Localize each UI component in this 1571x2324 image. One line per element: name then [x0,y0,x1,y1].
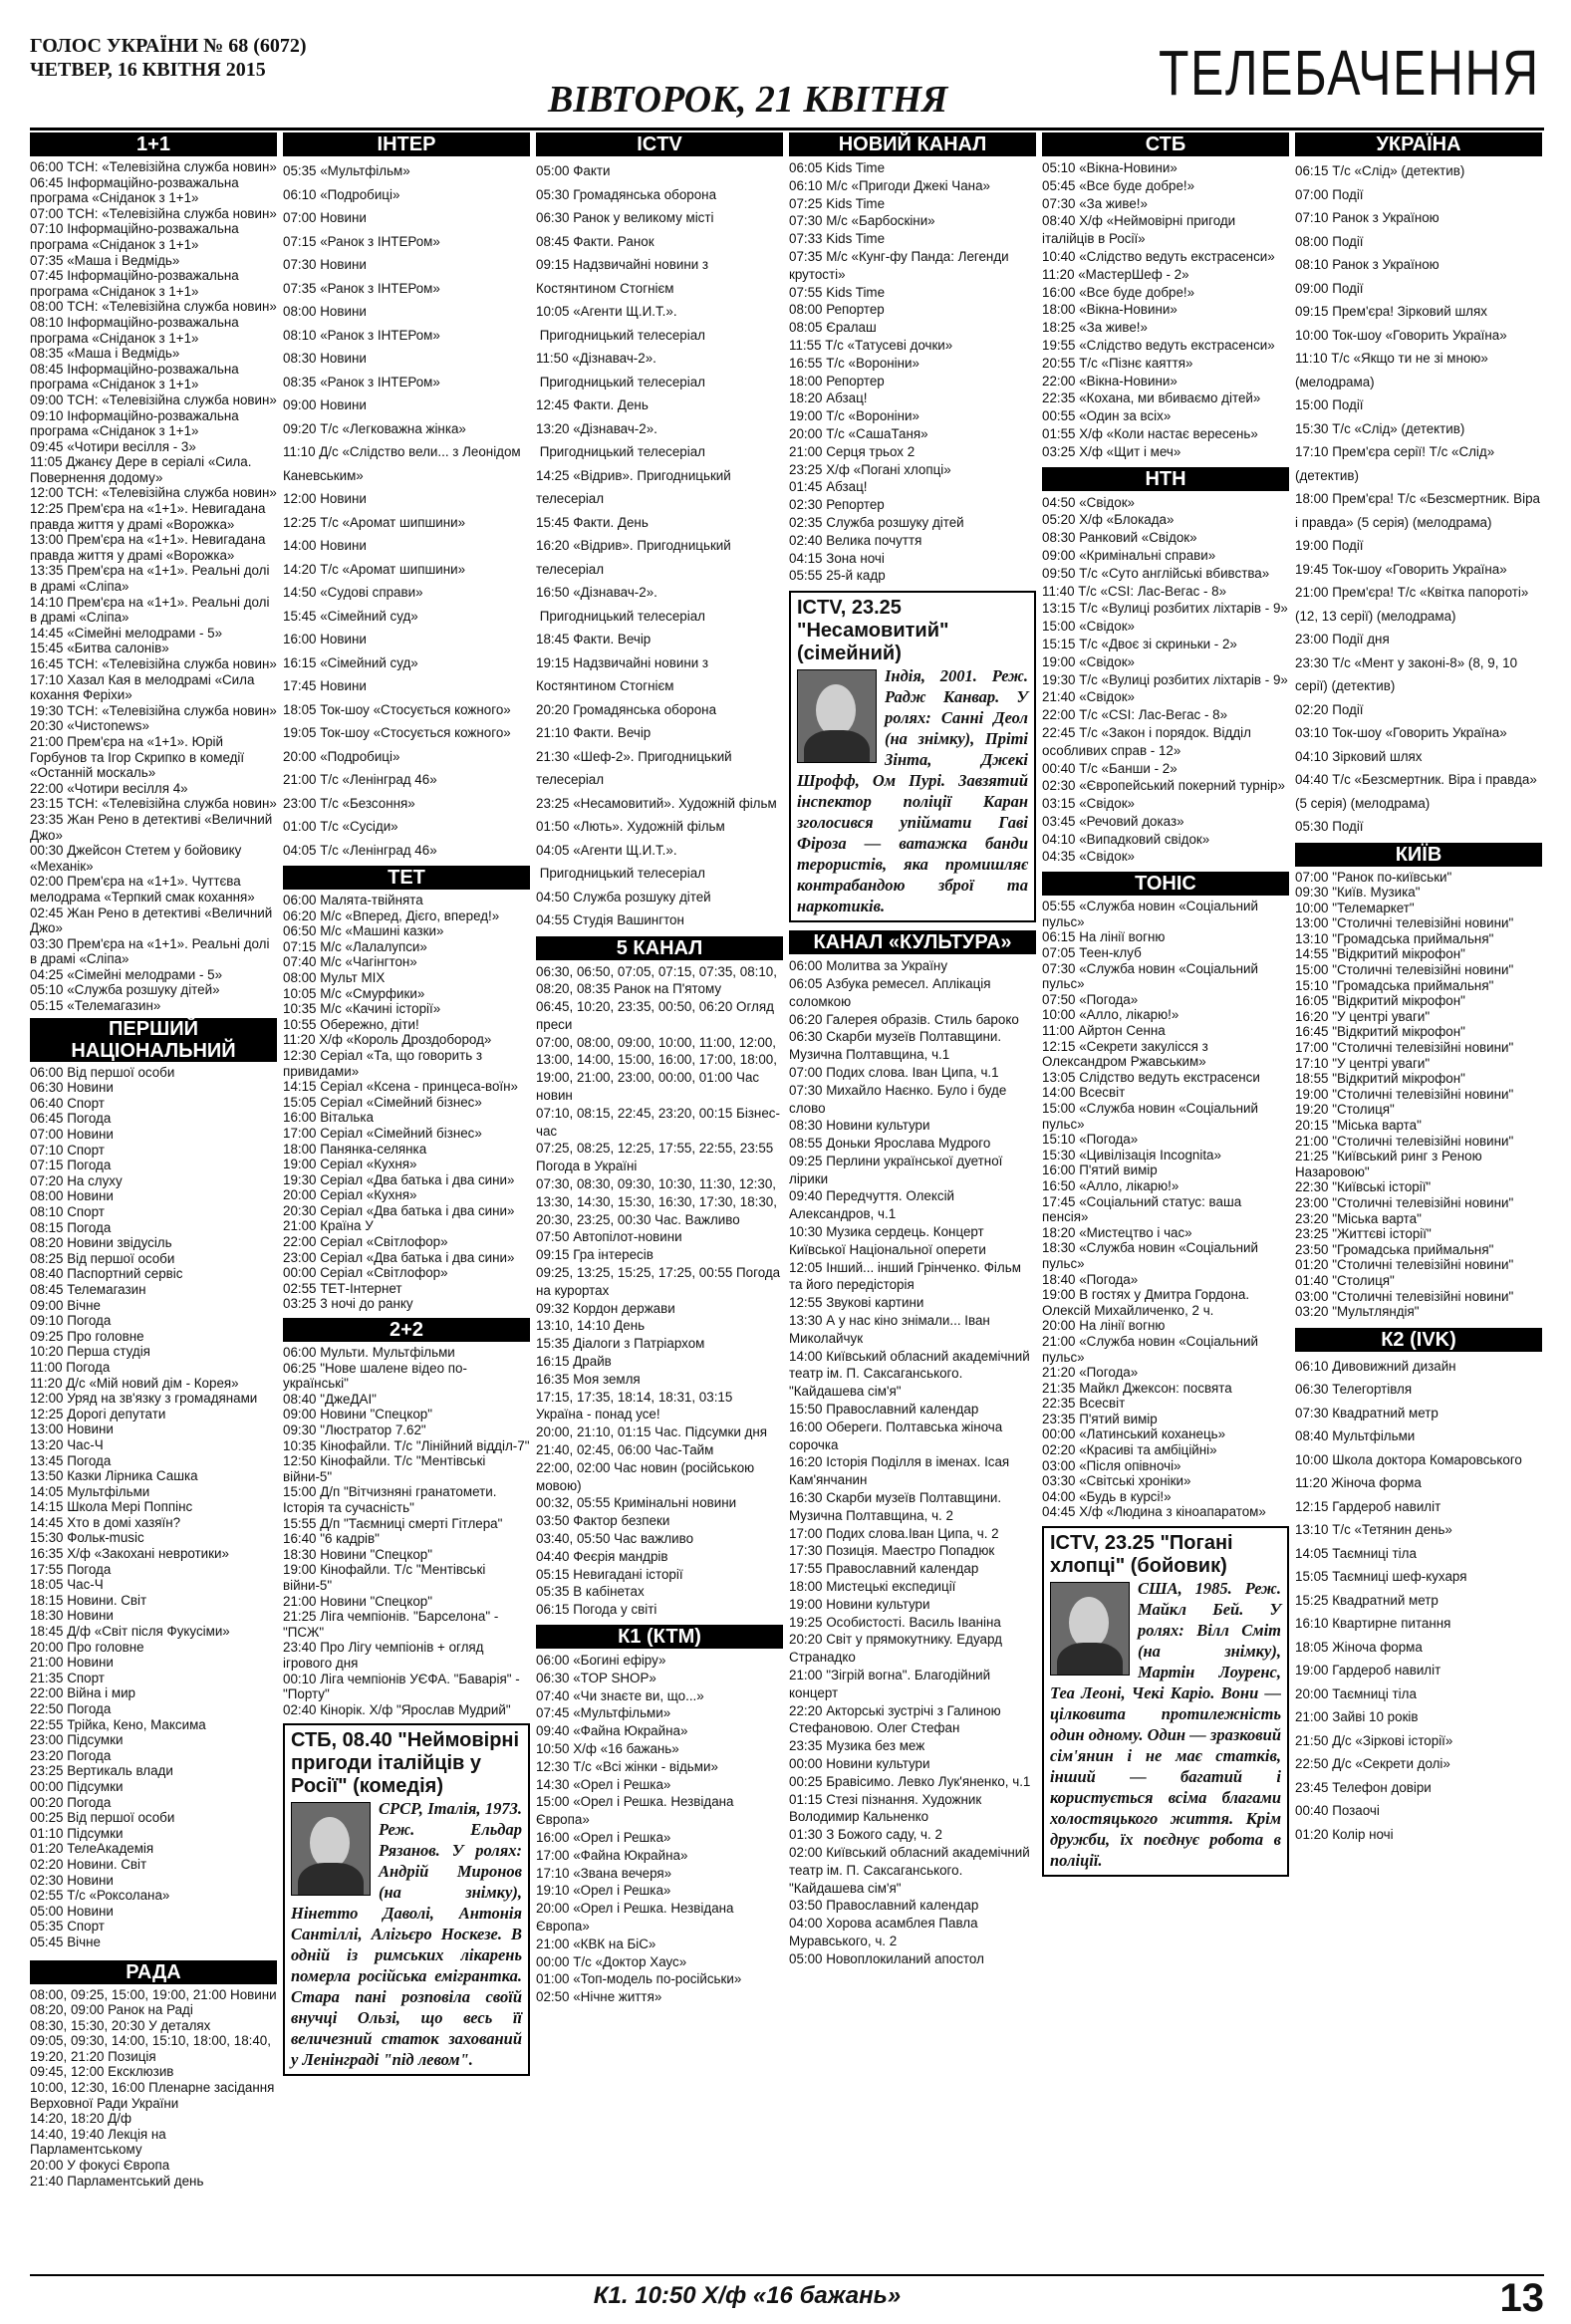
actor-photo [797,669,877,763]
channel-1plus1 [30,132,277,1014]
promo-stb [283,1723,530,2076]
channel-tonis [1042,872,1289,1520]
program-list: 06:00 ТСН: «Телевізійна служба новин» 06:45 Інформаційно-розважальна програма «Сніданок з 1+1» 07:00 ТСН: «Телевізійна служба новин» 07:10 Інформаційно-розважальна програма «Сніданок з 1+1» 07:35 «Маша і Ведмідь» 07:45 Інформаційно-розважальна програма «Сніданок з 1+1» 08:00 ТСН: «Телевізійна служба новин» 08:10 Інформаційно-розважальна програма «Сніданок з 1+1» 08:35 «Маша і Ведмідь» 08:45 Інформаційно-розважальна програма «Сніданок з 1+1» 09:00 ТСН: «Телевізійна служба новин» 09:10 Інформаційно-розважальна програма «Сніданок з 1+1» 09:45 «Чотири весілля - 3» 11:05 Джанєу Дере в серіалі «Сила. Повернення додому» 12:00 ТСН: «Телевізійна служба новин» 12:25 Прем'єра на «1+1». Невигадана правда життя у драмі «Ворожка» 13:00 Прем'єра на «1+1». Невигадана правда життя у драмі «Ворожка» 13:35 Прем'єра на «1+1». Реальні долі в драмі «Сліпа» 14:10 Прем'єра на «1+1». Реальні долі в драмі «Сліпа» 14:45 «Сімейні мелодрами - 5» 15:45 «Битва салонів» 16:45 ТСН: «Телевізійна служба новин» 17:10 Хазал Кая в мелодрамі «Сила кохання Феріхи» 19:30 ТСН: «Телевізійна служба новин» 20:30 «Чистоnews» 21:00 Прем'єра на «1+1». Юрій Горбунов та Ігор Скрипко в комедії «Останній москаль» 22:00 «Чотири весілля 4» 23:15 ТСН: «Телевізійна служба новин» 23:35 Жан Рено в детективі «Величний Джо» 00:30 Джейсон Стетем у бойовику «Механік» 02:00 Прем'єра на «1+1». Чуттєва мелодрама «Терпкий смак кохання» 02:45 Жан Рено в детективі «Величний Джо» 03:30 Прем'єра на «1+1». Реальні долі в драмі «Сліпа» 04:25 «Сімейні мелодрами - 5» 05:10 «Служба розшуку дітей» 05:15 «Телемагазин» [30,159,277,1014]
program-list: 07:00 "Ранок по-київськи" 09:30 "Київ. Музика" 10:00 "Телемаркет" 13:00 "Столичні телевізійні новини" 13:10 "Громадська приймальня" 14:55 "Відкритий мікрофон" 15:00 "Столичні телевізійні новини" 15:10 "Громадська приймальня" 16:05 "Відкритий мікрофон" 16:20 "У центрі уваги" 16:45 "Відкритий мікрофон" 17:00 "Столичні телевізійні новини" 17:10 "У центрі уваги" 18:55 "Відкритий мікрофон" 19:00 "Столичні телевізійні новини" 19:20 "Столиця" 20:15 "Міська варта" 21:00 "Столичні телевізійні новини" 21:25 "Київський ринг з Реною Назаровою" 22:30 "Київські історії" 23:00 "Столичні телевізійні новини" 23:20 "Міська варта" 23:25 "Життєві історії" 23:50 "Громадська приймальня" 01:20 "Столичні телевізійні новини" 01:40 "Столиця" 03:00 "Столичні телевізійні новини" 03:20 "Мультляндія" [1295,869,1514,1320]
channel-name: 1+1 [30,132,277,156]
channel-novyi [789,132,1036,585]
promo-title: ICTV, 23.25 "Погані хлопці" (бойовик) [1050,1532,1233,1578]
promo-text: Індія, 2001. Реж. Радж Канвар. У ролях: Санні Деол (на знімку), Пріті Зінта, Джекі Шрофф, Ом Пурі. Завзятий інспектор поліції Каран зголосився упіймати Гаві Фіроза — ватажка банди терористів, яка промишляє контрабандою зброї та наркотиків. [797,666,1028,916]
channel-name: 5 КАНАЛ [536,936,783,960]
program-list: 05:55 «Служба новин «Соціальний пульс» 06:15 На лінії вогню 07:05 Теен-клуб 07:30 «Служба новин «Соціальний пульс» 07:50 «Погода» 10:00 «Алло, лікарю!» 11:00 Айртон Сенна 12:15 «Секрети закулісся з Олександром Ржавським» 13:05 Слідство ведуть екстрасенси 14:00 Всесвіт 15:00 «Служба новин «Соціальний пульс» 15:10 «Погода» 15:30 «Цивілізація Incognita» 16:00 П'ятий вимір 16:50 «Алло, лікарю!» 17:45 «Соціальний статус: ваша пенсія» 18:20 «Мистецтво і час» 18:30 «Служба новин «Соціальний пульс» 18:40 «Погода» 19:00 В гостях у Дмитра Гордона. Олексій Михайличенко, 2 ч. 20:00 На лінії вогню 21:00 «Служба новин «Соціальний пульс» 21:20 «Погода» 21:35 Майкл Джексон: посвята 22:35 Всесвіт 23:35 П'ятий вимір 00:00 «Латинський коханець» 02:20 «Красиві та амбіційні» 03:00 «Після опівночі» 03:30 «Світські хроніки» 04:00 «Будь в курсі!» 04:45 Х/ф «Людина з кінoапаратом» [1042,899,1266,1520]
program-list: 06:00 Молитва за Україну 06:05 Азбука ремесел. Аплікація соломкою 06:20 Галерея образів. Стиль бароко 06:30 Скарби музеїв Полтавщини. Музична Полтавщина, ч.1 07:00 Подих слова. Іван Ципа, ч.1 07:30 Михайло Наєнко. Було і буде слово 08:30 Новини культури 08:55 Доньки Ярослава Мудрого 09:25 Перлини української дуетної лірики 09:40 Передчуття. Олексій Александров, ч.1 10:30 Музика сердець. Концерт Київської Національної оперети 12:05 Інший... інший Грінченко. Фільм та його передісторія 12:55 Звукові картини 13:30 А у нас кіно знімали... Іван Миколайчук 14:00 Київський обласний академічний театр ім. П. Саксаганського. "Кайдашева сім'я" 15:50 Православний календар 16:00 Обереги. Полтавська жіноча сорочка 16:20 Історія Поділля в іменах. Ісая Кам'янчанин 16:30 Скарби музеїв Полтавщини. Музична Полтавщина, ч. 2 17:00 Подих слова.Іван Ципа, ч. 2 17:30 Позиція. Маестро Попадюк 17:55 Православний календар 18:00 Мистецькі експедиції 19:00 Новини культури 19:25 Особистості. Василь Іваніна 20:20 Світ у прямокутнику. Едуард Странадко 21:00 "Зігрій вогна". Благодійний концерт 22:20 Акторські зустрічі з Галиною Стефановою. Олег Стефан 23:35 Музика без меж 00:00 Новини культури 00:25 Бравісимо. Левко Лук'яненко, ч.1 01:15 Стезі пізнання. Художник Володимир Кальненко 01:30 З Божого саду, ч. 2 02:00 Київський обласний академічний театр ім. П. Саксаганського. "Кайдашева сім'я" 03:50 Православний календар 04:00 Хорова асамблея Павла Муравського, ч. 2 05:00 Новоплокиланий апостол [789,958,1031,1966]
promo-text: СРСР, Італія, 1973. Реж. Ельдар Рязанов. У ролях: Андрій Миронов (на знімку), Нінетто Даволі, Антонія Сантіллі, Алігьєро Носкезе. В одній із римських лікарень померла російська емігрантка. Стара пані розповіла своїй внучці Ользі, що весь її величезний статок захований у Ленінграді "під левом". [291,1799,522,2070]
promo-title: СТБ, 08.40 "Неймовірні пригоди італійців у Росії" (комедія) [291,1729,520,1798]
program-list: 06:05 Kids Time 06:10 М/с «Пригоди Джекі Чана» 07:25 Kids Time 07:30 М/с «Барбоскіни» 07:33 Kids Time 07:35 М/с «Кунг-фу Панда: Легенди крутості» 07:55 Kids Time 08:00 Репортер 08:05 Єралаш 11:55 Т/с «Татусеві дочки» 16:55 Т/с «Вороніни» 18:00 Репортер 18:20 Абзац! 19:00 Т/с «Вороніни» 20:00 Т/с «СашаТаня» 21:00 Серця трьох 2 23:25 Х/ф «Погані хлопці» 01:45 Абзац! 02:30 Репортер 02:35 Служба розшуку дітей 02:40 Велика почуття 04:15 Зона ночі 05:55 25-й кадр [789,160,1009,584]
program-list: 06:00 Мульти. Мультфільми 06:25 "Нове шалене відео по-українські" 08:40 "ДжеДАІ" 09:00 Новини "Спецкор" 09:30 "Люстратор 7.62" 10:35 Кінофайли. Т/с "Лінійний відділ-7" 12:50 Кінофайли. Т/с "Ментівські війни-5" 15:00 Д/п "Вітчизняні гранатомети. Історія та сучасність" 15:55 Д/п "Таємниці смерті Гітлера" 16:40 "6 кадрів" 18:30 Новини "Спецкор" 19:00 Кінофайли. Т/с "Ментівські війни-5" 21:00 Новини "Спецкор" 21:25 Ліга чемпіонів. "Барселона" - "ПСЖ" 23:40 Про Лігу чемпіонів + огляд ігрового дня 00:10 Ліга чемпіонів УЄФА. "Баварія" - "Порту" 02:40 Кінорік. Х/ф "Ярослав Мудрий" [283,1345,530,1717]
program-list: 06:15 Т/с «Слід» (детектив) 07:00 Події 07:10 Ранок з Україною 08:00 Події 08:10 Ранок з Україною 09:00 Події 09:15 Прем'єра! Зірковий шлях 10:00 Ток-шоу «Говорить Україна» 11:10 Т/с «Якщо ти не зі мною» (мелодрама) 15:00 Події 15:30 Т/с «Слід» (детектив) 17:10 Прем'єра серії! Т/с «Слід» (детектив) 18:00 Прем'єра! Т/с «Безсмертник. Віра і правда» (5 серія) (мелодрама) 19:00 Події 19:45 Ток-шоу «Говорить Україна» 21:00 Прем'єра! Т/с «Квітка папороті» (12, 13 серії) (мелодрама) 23:00 Події дня 23:30 Т/с «Мент у законі-8» (8, 9, 10 серії) (детектив) 02:20 Події 03:10 Ток-шоу «Говорить Україна» 04:10 Зірковий шлях 04:40 Т/с «Безсмертник. Віра і правда» (5 серія) (мелодрама) 05:30 Події [1295,163,1540,834]
channel-name: ICTV [536,132,783,156]
channel-name: НТН [1042,467,1289,491]
program-list: 06:30, 06:50, 07:05, 07:15, 07:35, 08:10, 08:20, 08:35 Ранок на П'ятому 06:45, 10:20, 23:35, 00:50, 06:20 Огляд преси 07:00, 08:00, 09:00, 10:00, 11:00, 12:00, 13:00, 14:00, 15:00, 16:00, 17:00, 18:00, 19:00, 21:00, 23:00, 00:00, 01:00 Час новин 07:10, 08:15, 22:45, 23:20, 00:15 Бізнес-час 07:25, 08:25, 12:25, 17:55, 22:55, 23:55 Погода в Україні 07:30, 08:30, 09:30, 10:30, 11:30, 12:30, 13:30, 14:30, 15:30, 16:30, 17:30, 18:30, 20:30, 23:25, 00:30 Час. Важливо 07:50 Автопілот-новини 09:15 Гра інтересів 09:25, 13:25, 15:25, 17:25, 00:55 Погода на курортах 09:32 Кордон держави 13:10, 14:10 День 15:35 Діалоги з Патріархом 16:15 Драйв 16:35 Моя земля 17:15, 17:35, 18:14, 18:31, 03:15 Україна - понад усе! 20:00, 21:10, 01:15 Час. Підсумки дня 21:40, 02:45, 06:00 Час-Тайм 22:00, 02:00 Час новин (російською мовою) 00:32, 05:55 Кримінальні новини 03:50 Фактор безпеки 03:40, 05:50 Час важливо 04:40 Феєрія мандрів 05:15 Невигадані історії 05:35 В кабінетах 06:15 Погода у світі [536,963,781,1618]
issue-date: ЧЕТВЕР, 16 КВІТНЯ 2015 [30,59,266,81]
channel-ukraina [1295,132,1542,839]
channel-k2 [1295,1328,1542,1847]
channel-k1 [536,1625,783,2006]
promo-text: США, 1985. Реж. Майкл Бей. У ролях: Вілл Сміт (на знімку), Мартін Лоуренс, Теа Леоні, Чекі Каріо. Вони — цілковита протилежність один одному. Один — зразковий сім'янин і не має статків, інший — багатий і користується всіма благами холостяцького життя. Крім дружби, їх поєднує робота в поліції. [1050,1579,1281,1871]
program-list: 05:00 Факти 05:30 Громадянська оборона 06:30 Ранок у великому місті 08:45 Факти. Ранок 09:15 Надзвичайні новини з Костянтином Стогнієм 10:05 «Агенти Щ.И.Т.». Пригодницький телесеріал 11:50 «Дізнавач-2». Пригодницький телесеріал 12:45 Факти. День 13:20 «Дізнавач-2». Пригодницький телесеріал 14:25 «Відрив». Пригодницький телесеріал 15:45 Факти. День 16:20 «Відрив». Пригодницький телесеріал 16:50 «Дізнавач-2». Пригодницький телесеріал 18:45 Факти. Вечір 19:15 Надзвичайні новини з Костянтином Стогнієм 20:20 Громадянська оборона 21:10 Факти. Вечір 21:30 «Шеф-2». Пригодницький телесеріал 23:25 «Несамовитий». Художній фільм 01:50 «Лють». Художній фільм 04:05 «Агенти Щ.И.Т.». Пригодницький телесеріал 04:50 Служба розшуку дітей 04:55 Студія Вашингтон [536,163,777,927]
channel-name: К2 (IVK) [1295,1328,1542,1352]
program-list: 04:50 «Свідок» 05:20 Х/ф «Блокада» 08:30 Ранковий «Свідок» 09:00 «Кримінальні справи» 09:50 Т/с «Суто англійські вбивства» 11:40 Т/с «CSI: Лас-Вегас - 8» 13:15 Т/с «Вулиці розбитих ліхтарів - 9» 15:00 «Свідок» 15:15 Т/с «Двоє зі скриньки - 2» 19:00 «Свідок» 19:30 Т/с «Вулиці розбитих ліхтарів - 9» 21:40 «Свідок» 22:00 Т/с «CSI: Лас-Вегас - 8» 22:45 Т/с «Закон і порядок. Відділ особливих справ - 12» 00:40 Т/с «Банши - 2» 02:30 «Європейський покерний турнір» 03:15 «Свідок» 03:45 «Речовий доказ» 04:10 «Випадковий свідок» 04:35 «Свідок» [1042,494,1288,865]
promo-title: ICTV, 23.25 "Несамовитий" (сімейний) [797,597,949,665]
channel-name: КИЇВ [1295,843,1542,867]
column-1 [30,132,277,2189]
column-5 [1042,132,1289,1877]
channel-name: ТОНІС [1042,872,1289,896]
channel-kultura [789,930,1036,1967]
channel-name: К1 (КТМ) [536,1625,783,1649]
channel-name: 2+2 [283,1318,530,1342]
column-4 [789,132,1036,1968]
program-list: 08:00, 09:25, 15:00, 19:00, 21:00 Новини 08:20, 09:00 Ранок на Раді 08:30, 15:30, 20:30 У деталях 09:05, 09:30, 14:00, 15:10, 18:00, 18:40, 19:20, 21:20 Позиція 09:45, 12:00 Ексклюзив 10:00, 12:30, 16:00 Пленарне засідання Верховної Ради України 14:20, 18:20 Д/ф 14:40, 19:40 Лекція на Парламентському 20:00 У фокусі Європа 21:40 Парламентський день [30,1986,277,2189]
page-footer [30,2274,1544,2320]
channel-name: УКРАЇНА [1295,132,1542,156]
channel-2plus2 [283,1318,530,1717]
channel-5kanal [536,936,783,1619]
promo-ictv-pogani-khloptsi [1042,1526,1289,1877]
footer-highlight: К1. 10:50 Х/ф «16 бажань» [593,2282,902,2309]
schedule-date: ВІВТОРОК, 21 КВІТНЯ [548,79,948,121]
channel-pershyi [30,1018,277,1950]
program-list: 06:00 «Богині ефіру» 06:30 «TOP SHOP» 07:40 «Чи знаєте ви, що...» 07:45 «Мультфільми» 09:40 «Файна Юкрайна» 10:50 Х/ф «16 бажань» 12:30 Т/с «Всі жінки - відьми» 14:30 «Орел і Решка» 15:00 «Орел і Решка. Незвідана Європа» 16:00 «Орел і Решка» 17:00 «Файна Юкрайна» 17:10 «Звана вечеря» 19:10 «Орел і Решка» 20:00 «Орел і Решка. Незвідана Європа» 21:00 «КВК на БіС» 00:00 Т/с «Доктор Хаус» 01:00 «Топ-модель по-російськи» 02:50 «Нічне життя» [536,1652,742,2005]
channel-name: ПЕРШИЙ НАЦІОНАЛЬНИЙ [30,1018,277,1062]
channel-inter [283,132,530,862]
channel-name: КАНАЛ «КУЛЬТУРА» [789,930,1036,954]
channel-ictv [536,132,783,932]
channel-name: СТБ [1042,132,1289,156]
channel-stb [1042,132,1289,461]
channel-name: ТЕТ [283,866,530,890]
channel-ntn [1042,467,1289,867]
program-list: 05:35 «Мультфільм» 06:10 «Подробиці» 07:00 Новини 07:15 «Ранок з ІНТЕРом» 07:30 Новини 07:35 «Ранок з ІНТЕРом» 08:00 Новини 08:10 «Ранок з ІНТЕРом» 08:30 Новини 08:35 «Ранок з ІНТЕРом» 09:00 Новини 09:20 Т/с «Легковажна жінка» 11:10 Д/с «Слідство вели... з Леонідом Каневським» 12:00 Новини 12:25 Т/с «Аромат шипшини» 14:00 Новини 14:20 Т/с «Аромат шипшини» 14:50 «Судові справи» 15:45 «Сімейний суд» 16:00 Новини 16:15 «Сімейний суд» 17:45 Новини 18:05 Ток-шоу «Стосується кожного» 19:05 Ток-шоу «Стосується кожного» 20:00 «Подробиці» 21:00 Т/с «Ленінград 46» 23:00 Т/с «Безсоння» 01:00 Т/с «Сусіди» 04:05 Т/с «Ленінград 46» [283,163,521,858]
actor-photo [1050,1582,1130,1676]
page-header [30,28,1544,132]
program-list: 06:00 Від першої особи 06:30 Новини 06:40 Спорт 06:45 Погода 07:00 Новини 07:10 Спорт 07:15 Погода 07:20 На слуху 08:00 Новини 08:10 Спорт 08:15 Погода 08:20 Новини звідусіль 08:25 Від першої особи 08:40 Паспортний сервіс 08:45 Телемагазин 09:00 Вічне 09:10 Погода 09:25 Про головне 10:20 Перша студія 11:00 Погода 11:20 Д/с «Мій новий дім - Корея» 12:00 Уряд на зв'язку з громадянами 12:25 Дорогі депутати 13:00 Новини 13:20 Час-Ч 13:45 Погода 13:50 Казки Лірника Сашка 14:05 Мультфільми 14:15 Школа Мері Поппінс 14:45 Хто в домі хазяїн? 15:30 Фольк-music 16:35 Х/ф «Закохані невротики» 17:55 Погода 18:05 Час-Ч 18:15 Новини. Світ 18:30 Новини 18:45 Д/ф «Світ після Фукусіми» 20:00 Про головне 21:00 Новини 21:35 Спорт 22:00 Війна і мир 22:50 Погода 22:55 Трійка, Кено, Максима 23:00 Підсумки 23:20 Погода 23:25 Вертикаль влади 00:00 Підсумки 00:20 Погода 00:25 Від першої особи 01:10 Підсумки 01:20 ТелеАкадемія 02:20 Новини. Світ 02:30 Новини 02:55 Т/с «Роксолана» 05:00 Новини 05:35 Спорт 05:45 Вічне [30,1064,258,1949]
program-list: 06:00 Малята-твійнята 06:20 М/с «Вперед, Дієго, вперед!» 06:50 М/с «Машині казки» 07:15 М/с «Лалалупси» 07:40 М/с «Чагінгтон» 08:00 Мульт МІХ 10:05 М/с «Смурфики» 10:35 М/с «Качині історії» 10:55 Обережно, діти! 11:20 Х/ф «Король Дроздобород» 12:30 Серіал «Та, що говорить з привидами» 14:15 Серіал «Ксена - принцеса-воїн» 15:05 Серіал «Сімейний бізнес» 16:00 Віталька 17:00 Серіал «Сімейний бізнес» 18:00 Панянка-селянка 19:00 Серіал «Кухня» 19:30 Серіал «Два батька і два сини» 20:00 Серіал «Кухня» 20:30 Серіал «Два батька і два сини» 21:00 Країна У 22:00 Серіал «Світлофор» 23:00 Серіал «Два батька і два сини» 00:00 Серіал «Світлофор» 02:55 ТЕТ-Інтернет 03:25 3 ночі до ранку [283,893,518,1312]
column-2 [283,132,530,2076]
channel-tet [283,866,530,1312]
actor-photo [291,1802,371,1896]
channel-name: ІНТЕР [283,132,530,156]
section-title: ТЕЛЕБАЧЕННЯ [1159,37,1540,109]
channel-kyiv [1295,843,1542,1320]
channel-rada [30,1960,277,2190]
issue-number: ГОЛОС УКРАЇНИ № 68 (6072) [30,35,307,57]
channel-name: РАДА [30,1960,277,1984]
program-list: 06:10 Дивовижний дизайн 06:30 Телегортівля 07:30 Квадратний метр 08:40 Мультфільми 10:00 Школа доктора Комаровського 11:20 Жіноча форма 12:15 Гардероб навиліт 13:10 Т/с «Тетянин день» 14:05 Таємниці тіла 15:05 Таємниці шеф-кухаря 15:25 Квадратний метр 16:10 Квартирне питання 18:05 Жіноча форма 19:00 Гардероб навиліт 20:00 Таємниці тіла 21:00 Зайві 10 років 21:50 Д/с «Зіркові історії» 22:50 Д/с «Секрети долі» 23:45 Телефон довіри 00:40 Позаочі 01:20 Колір ночі [1295,1358,1522,1842]
channel-name: НОВИЙ КАНАЛ [789,132,1036,156]
promo-ictv-nesamovytyi [789,591,1036,922]
program-list: 05:10 «Вікна-Новини» 05:45 «Все буде добре!» 07:30 «За живе!» 08:40 Х/ф «Неймовірні пригоди італійців в Росії» 10:40 «Слідство ведуть екстрасенси» 11:20 «МастерШеф - 2» 16:00 «Все буде добре!» 18:00 «Вікна-Новини» 18:25 «За живе!» 19:55 «Слідство ведуть екстрасенси» 20:55 Т/с «Пізнє каяття» 22:00 «Вікна-Новини» 22:35 «Кохана, ми вбиваємо дітей» 00:55 «Один за всіх» 01:55 Х/ф «Коли настає вересень» 03:25 Х/ф «Щит і меч» [1042,160,1275,459]
header-rule [30,128,1544,130]
page-number: 13 [1499,2276,1544,2320]
issue-info [30,34,307,82]
column-6 [1295,132,1542,1846]
column-3 [536,132,783,2006]
